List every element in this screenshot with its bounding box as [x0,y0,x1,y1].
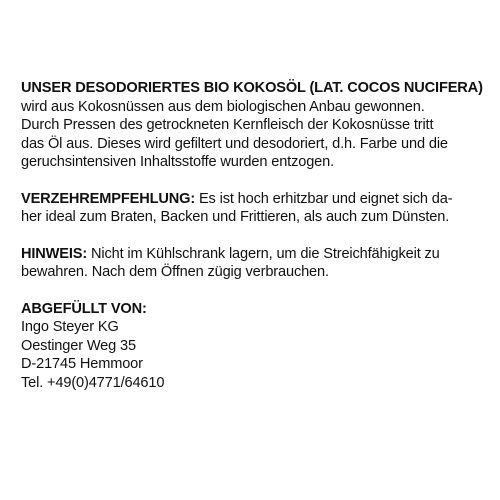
recommendation-line-2: her ideal zum Braten, Backen und Frittieren, als auch zum Dünsten. [21,209,450,225]
notice-line-1 [21,245,491,264]
notice-line-2: bewahren. Nach dem Öffnen zügig verbrauchen. [21,264,329,280]
bottler-company: Ingo Steyer KG [21,319,119,335]
intro-line: geruchsintensiven Inhaltsstoffe wurden entzogen. [21,154,334,170]
recommendation-line-1 [21,190,491,209]
recommendation-label: VERZEHREMPFEHLUNG: [21,190,196,207]
intro-section [21,79,491,172]
intro-line: wird aus Kokosnüssen aus dem biologischen Anbau gewonnen. [21,98,425,115]
notice-section [21,245,491,282]
bottler-phone: Tel. +49(0)4771/64610 [21,374,165,391]
notice-label: HINWEIS: [21,245,88,262]
intro-heading: UNSER DESODORIERTES BIO KOKOSÖL (LAT. COCOS NUCIFERA) [21,80,483,96]
recommendation-section [21,190,491,227]
product-label-text [21,79,491,392]
recommendation-text: Es ist hoch erhitzbar und eignet sich da- [195,190,453,207]
bottler-city: D-21745 Hemmoor [21,356,143,372]
intro-line: das Öl aus. Dieses wird gefiltert und desodoriert, d.h. Farbe und die [21,135,448,152]
bottler-section [21,300,491,393]
bottler-label: ABGEFÜLLT VON: [21,300,147,317]
intro-line: Durch Pressen des getrockneten Kernfleisch der Kokosnüsse tritt [21,117,434,133]
bottler-street: Oestinger Weg 35 [21,337,136,354]
notice-text: Nicht im Kühlschrank lagern, um die Streichfähigkeit zu [87,245,440,262]
